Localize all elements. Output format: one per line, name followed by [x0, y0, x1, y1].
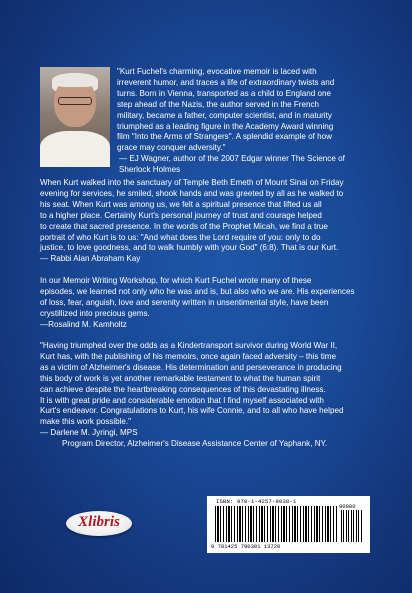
isbn-label: ISBN: 978-1-4257-9030-1	[216, 498, 297, 505]
blurb-wagner: "Kurt Fuchel's charming, evocative memoir is laced with irreverent humor, and traces a life of extraordinary twists and turns. Born in Vienna, transported as a child to England one step ahead of the Nazis, the author served in the French military, became a father, computer scientist, and in maturity triumphed as a leading figure in the Academy Award winning film "Into the Arms of Strangers". A splendid example of how grace may conquer adversity." — EJ Wagner, author of the 2007 Edgar winner The Science of Sherlock Holmes	[117, 67, 345, 175]
author-photo	[40, 67, 110, 167]
barcode-box	[207, 496, 370, 553]
blurb-kamholtz: In our Memoir Writing Workshop, for which Kurt Fuchel wrote many of these episodes, we learned not only who he was and is, but also who we are. His experiences of loss, fear, anguish, love and serenity written in unsentimental style, have been crystillized into precious gems. —Rosalind M. Kamholtz	[40, 276, 355, 329]
blurb-kay: When Kurt walked into the sanctuary of Temple Beth Emeth of Mount Sinai on Friday evening for services, he smiled, shook hands and was greeted by all as he walked to his seat. When Kurt was among us, we felt a spiritual presence that lifted us all to a higher place. Certainly Kurt's personal journey of trust and courage helped to create that sacred presence. In the words of the Prophet Micah, we find a true portrait of who Kurt is to us: "And what does the Lord require of you: only to do justice, to love goodness, and to walk humbly with your God" (6:8). That is our Kurt. — Rabbi Alan Abraham Kay	[40, 178, 344, 264]
blurb-jyringi: "Having triumphed over the odds as a Kindertransport survivor during World War II, Kurt has, with the publishing of his memoirs, once again faced adversity – this time as a victim of Alzheimer's disease. His determination and perseverance in producing this body of work is yet another remarkable testament to what the human spirit can achieve despite the heartbreaking consequences of this devastating illness. It is with great pride and considerable emotion that I find myself associated with Kurt's endeavor. Congratulations to Kurt, his wife Connie, and to all who have helped make this work possible." — Darlene M. Jyringi, MPS Program Director, Alzheimer's Disease Assistance Center of Yaphank, NY.	[40, 341, 344, 449]
publisher-name: Xlibris	[78, 514, 120, 530]
xlibris-logo	[66, 511, 132, 536]
barcode-icon	[215, 506, 337, 542]
barcode-addon-icon	[341, 510, 363, 542]
barcode-digits: 9 781425 790301 13720	[211, 543, 281, 550]
barcode-addon: 90000	[339, 503, 356, 510]
